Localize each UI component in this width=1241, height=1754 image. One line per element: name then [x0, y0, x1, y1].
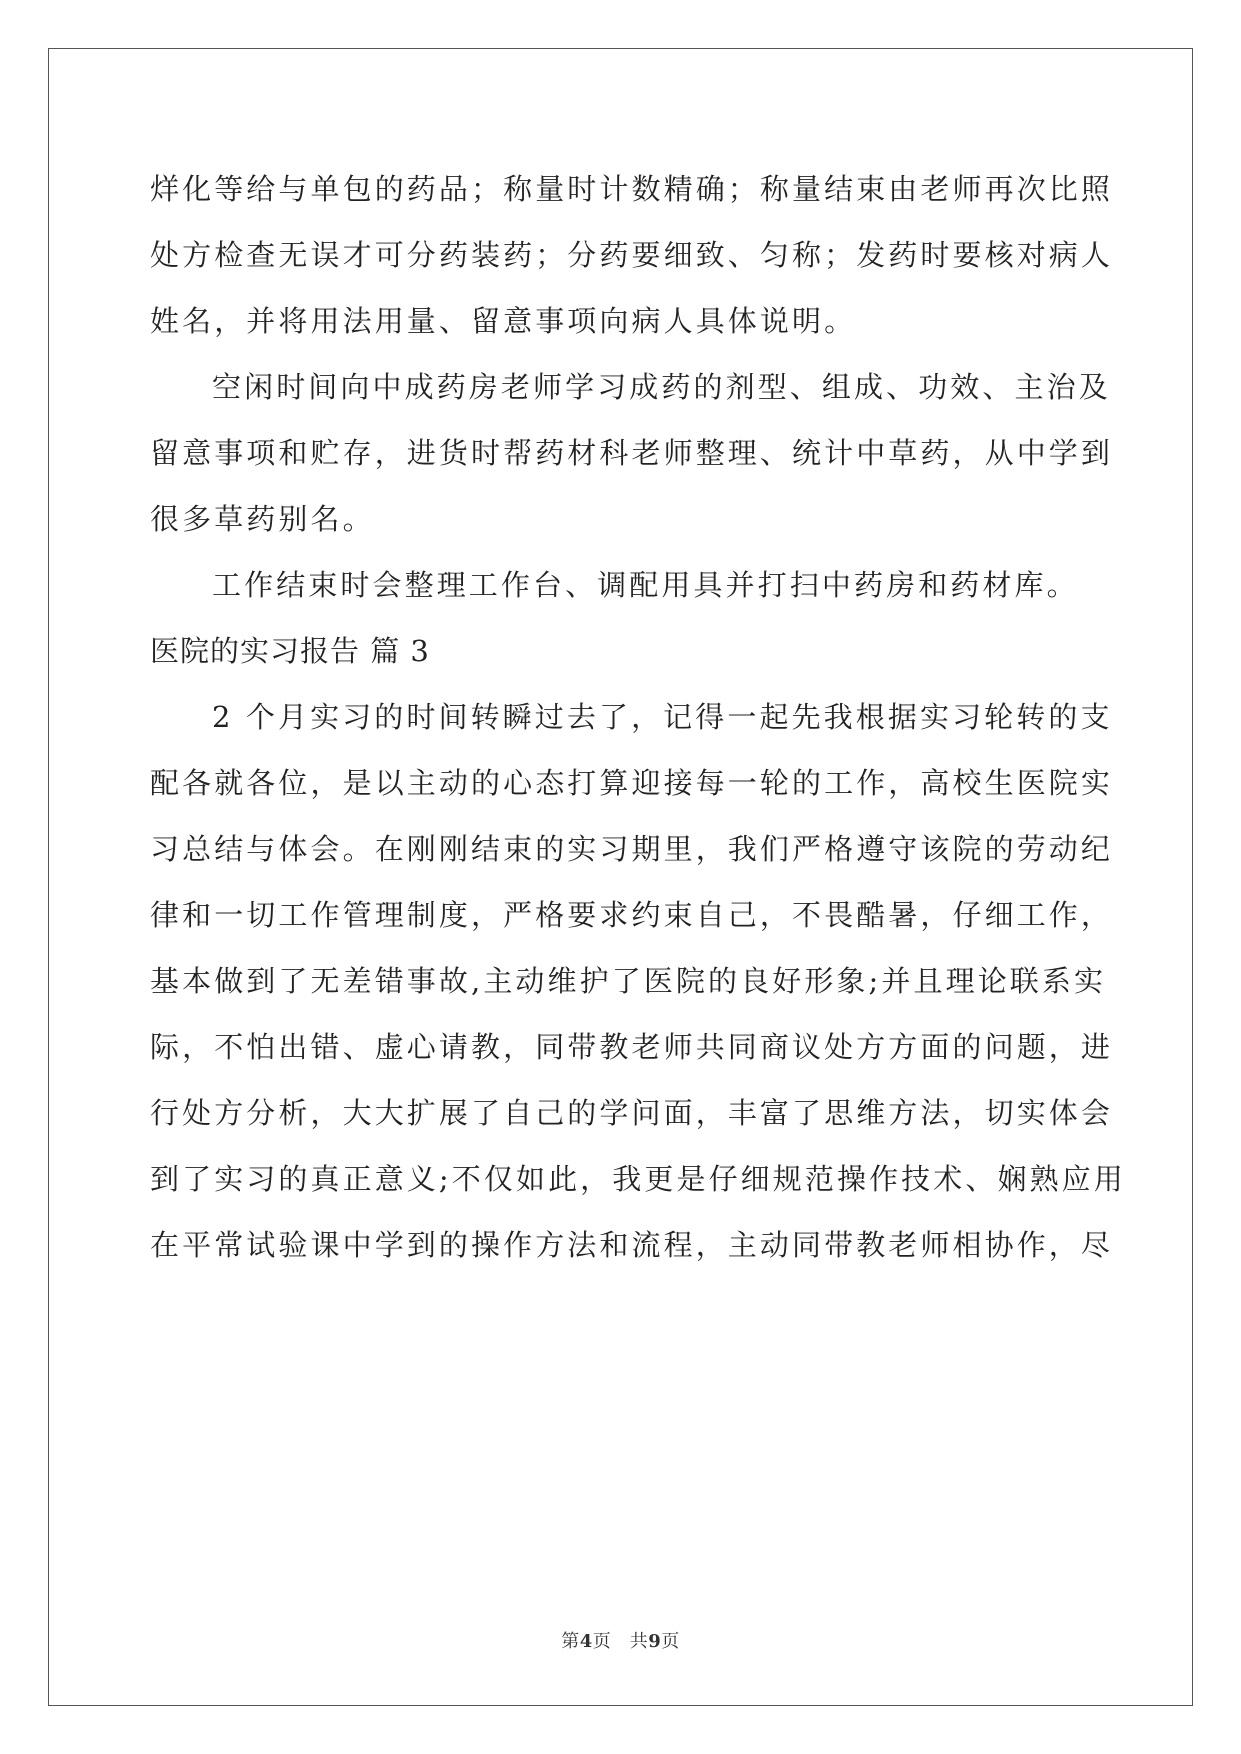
text-line: 律和一切工作管理制度，严格要求约束自己，不畏酷暑，仔细工作，	[150, 898, 1114, 932]
paragraph-start-line: 工作结束时会整理工作台、调配用具并打扫中药房和药材库。	[212, 568, 1079, 602]
text-line: 配各就各位，是以主动的心态打算迎接每一轮的工作，高校生医院实	[150, 766, 1114, 800]
text-line: 处方检查无误才可分药装药；分药要细致、匀称；发药时要核对病人	[150, 238, 1114, 272]
section-heading: 医院的实习报告 篇 3	[150, 634, 430, 668]
text-line: 留意事项和贮存，进货时帮药材科老师整理、统计中草药，从中学到	[150, 436, 1114, 470]
document-body	[150, 156, 1126, 1278]
text-line: 在平常试验课中学到的操作方法和流程，主动同带教老师相协作，尽	[150, 1228, 1114, 1262]
total-page-number: 9	[648, 1631, 662, 1652]
text-line: 到了实习的真正意义;不仅如此，我更是仔细规范操作技术、娴熟应用	[150, 1162, 1126, 1196]
page-footer	[0, 1627, 1241, 1653]
text-line: 基本做到了无差错事故,主动维护了医院的良好形象;并且理论联系实	[150, 964, 1107, 998]
text-line: 行处方分析，大大扩展了自己的学问面，丰富了思维方法，切实体会	[150, 1096, 1114, 1130]
text-line: 姓名，并将用法用量、留意事项向病人具体说明。	[150, 304, 857, 338]
text-line: 烊化等给与单包的药品；称量时计数精确；称量结束由老师再次比照	[150, 172, 1114, 206]
footer-mid: 页 共	[592, 1631, 649, 1652]
text-line: 习总结与体会。在刚刚结束的实习期里，我们严格遵守该院的劳动纪	[150, 832, 1114, 866]
text-line: 很多草药别名。	[150, 502, 375, 536]
footer-prefix: 第	[561, 1631, 580, 1652]
paragraph-start-line: 2 个月实习的时间转瞬过去了，记得一起先我根据实习轮转的支	[212, 700, 1113, 734]
footer-suffix: 页	[661, 1631, 680, 1652]
text-line: 际，不怕出错、虚心请教，同带教老师共同商议处方方面的问题，进	[150, 1030, 1114, 1064]
paragraph-start-line: 空闲时间向中成药房老师学习成药的剂型、组成、功效、主治及	[212, 370, 1111, 404]
current-page-number: 4	[579, 1631, 593, 1652]
